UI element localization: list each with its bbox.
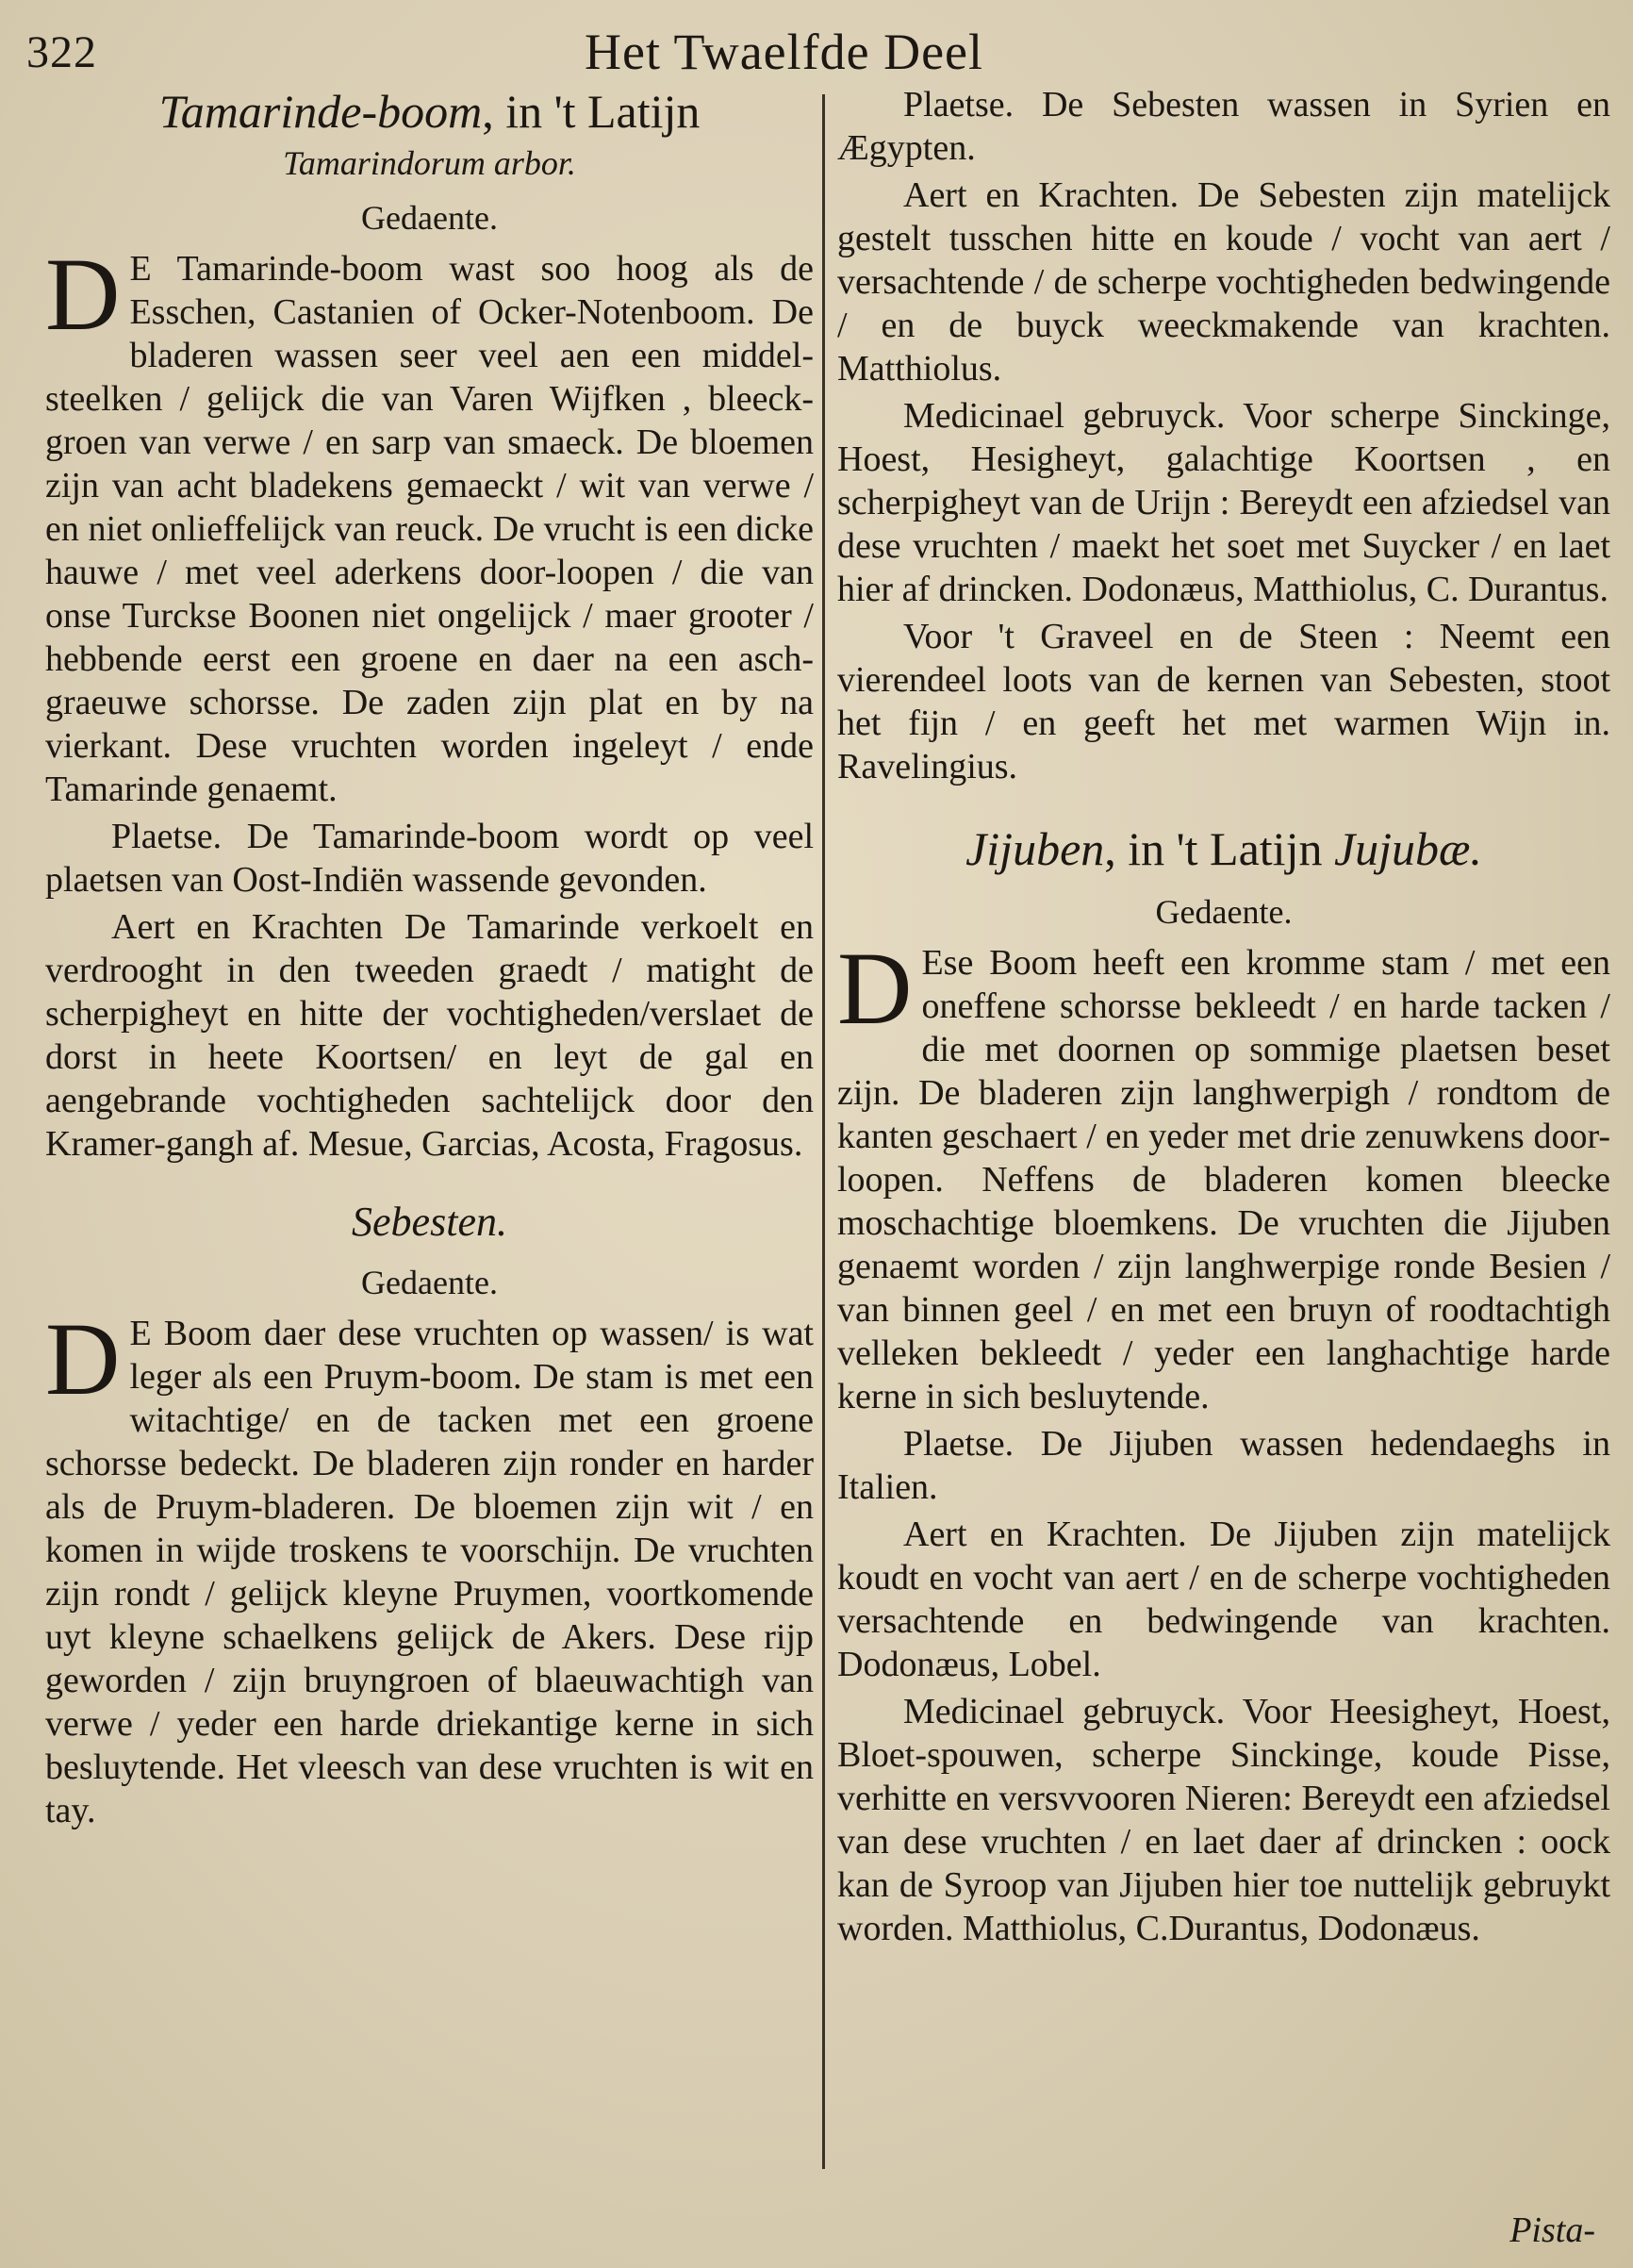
left-column <box>45 83 814 1836</box>
jijuben-title-main: Jijuben <box>965 822 1105 875</box>
tamarind-title <box>45 83 814 140</box>
tamarind-title-rest: , in 't Latijn <box>482 85 701 138</box>
drop-cap: D <box>837 931 913 1046</box>
drop-cap: D <box>45 1300 121 1416</box>
sebesten-gedaente-paragraph <box>45 1300 814 1832</box>
catchword: Pista- <box>1509 2210 1595 2250</box>
tamarind-aert-paragraph: Aert en Krachten De Tamarinde verkoelt en verdrooght in den tweeden graedt / matight de scherpigheyt en hitte der vochtigheden/verslaet de dorst in heete Koortsen/ en leyt de gal en aengebrande vochtigheden sachtelijck door den Kramer-gangh af. Mesue, Garcias, Acosta, Fragosus. <box>45 907 814 1164</box>
sebesten-gedaente-text: E Boom daer dese vruchten op wassen/ is wat leger als een Pruym-boom. De stam is met een witachtige/ en de tacken met een groene schorsse bedeckt. De bladeren zijn ronder en harder als de Pruym-bladeren. De bloemen zijn wit / en komen in wijde troskens te voorschijn. De vruchten zijn rondt / gelijck kleyne Pruymen, voortkomende uyt kleyne schaelkens gelijck de Akers. Dese rijp geworden / zijn bruyngroen of blaeuwachtigh van verwe / yeder een harde driekantige kerne in sich besluytende. Het vleesch van dese vruchten is wit en tay. <box>45 1313 814 1830</box>
tamarind-gedaente-paragraph <box>45 237 814 811</box>
column-divider <box>822 94 825 2169</box>
jijuben-title <box>837 820 1610 877</box>
jijuben-gedaente-text: Ese Boom heeft een kromme stam / met een oneffene schorsse bekleedt / en harde tacken / die met doornen op sommige plaetsen beset zijn. De bladeren zijn langhwerpigh / rondtom de kanten geschaert / en yeder met drie zenuwkens door-loopen. Neffens de bladeren komen bleecke moschachtige bloemkens. De vruchten die Jijuben genaemt worden / zijn langhwerpige ronde Besien / van binnen geel / en met een bruyn of roodtachtigh velleken bekleedt / yeder een langhachtige harde kerne in sich besluytende. <box>837 943 1610 1416</box>
sebesten-medicinael-paragraph: Medicinael gebruyck. Voor scherpe Sinckinge, Hoest, Hesigheyt, galachtige Koortsen , en scherpigheyt van de Urijn : Bereydt een afziedsel van dese vruchten / maekt het soet met Suycker / en laet hier af drincken. Dodonæus, Matthiolus, C. Durantus. <box>837 396 1610 609</box>
jijuben-title-mid: , in 't Latijn <box>1104 822 1334 875</box>
jijuben-title-latin: Jujubæ. <box>1333 822 1482 875</box>
tamarind-gedaente-heading: Gedaente. <box>361 199 498 237</box>
jijuben-plaetse-paragraph: Plaetse. De Jijuben wassen hedendaeghs in Italien. <box>837 1424 1610 1507</box>
sebesten-plaetse-paragraph: Plaetse. De Sebesten wassen in Syrien en Ægypten. <box>837 85 1610 168</box>
tamarind-latin-name: Tamarindorum arbor. <box>283 144 576 182</box>
sebesten-gedaente-heading: Gedaente. <box>361 1263 498 1301</box>
tamarind-gedaente-text: E Tamarinde-boom wast soo hoog als de Esschen, Castanien of Ocker-Notenboom. De bladeren wassen seer veel aen een middel-steelken / gelijck die van Varen Wijfken , bleeck-groen van verwe / en sarp van smaeck. De bloemen zijn van acht bladekens gemaeckt / wit van verwe / en niet onlieffelijck van reuck. De vrucht is een dicke hauwe / met veel aderkens door-loopen / die van onse Turckse Boonen niet ongelijck / maer grooter / hebbende eerst een groene en daer na een asch-graeuwe schorsse. De zaden zijn plat en by na vierkant. Dese vruchten worden ingeleyt / ende Tamarinde genaemt. <box>45 249 814 809</box>
right-column <box>837 83 1610 1954</box>
sebesten-title-text: Sebesten. <box>352 1199 507 1245</box>
page-header <box>0 17 1633 85</box>
drop-cap: D <box>45 237 121 352</box>
jijuben-aert-paragraph: Aert en Krachten. De Jijuben zijn matelijck koudt en vocht van aert / en de scherpe vochtigheden versachtende en bedwingende van krachten. Dodonæus, Lobel. <box>837 1515 1610 1684</box>
tamarind-title-main: Tamarinde-boom <box>158 85 483 138</box>
page-number: 322 <box>26 27 97 77</box>
running-head: Het Twaelfde Deel <box>585 24 984 80</box>
sebesten-title <box>45 1198 814 1248</box>
jijuben-gedaente-paragraph <box>837 931 1610 1418</box>
jijuben-medicinael-paragraph: Medicinael gebruyck. Voor Heesigheyt, Hoest, Bloet-spouwen, scherpe Sinckinge, koude Pisse, verhitte en versvvooren Nieren: Bereydt een afziedsel van dese vruchten / en laet daer af drincken : oock kan de Syroop van Jijuben hier toe nuttelijk gebruykt worden. Matthiolus, C.Durantus, Dodonæus. <box>837 1692 1610 1948</box>
sebesten-graveel-paragraph: Voor 't Graveel en de Steen : Neemt een vierendeel loots van de kernen van Sebesten, stoot het fijn / en geeft het met warmen Wijn in. Ravelingius. <box>837 617 1610 786</box>
sebesten-aert-paragraph: Aert en Krachten. De Sebesten zijn matelijck gestelt tusschen hitte en koude / vocht van aert / versachtende / de scherpe vochtigheden bedwingende / en de buyck weeckmakende van krachten. Matthiolus. <box>837 175 1610 389</box>
jijuben-gedaente-heading: Gedaente. <box>1155 893 1293 931</box>
tamarind-plaetse-paragraph: Plaetse. De Tamarinde-boom wordt op veel plaetsen van Oost-Indiën wassende gevonden. <box>45 817 814 900</box>
